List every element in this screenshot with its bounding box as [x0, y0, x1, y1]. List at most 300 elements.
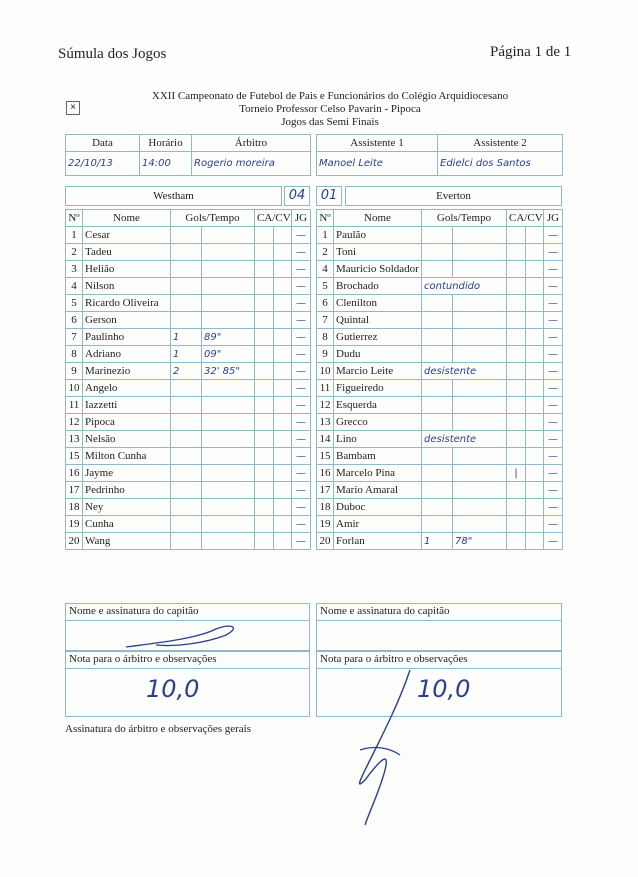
- card-yellow: [255, 227, 274, 244]
- goals-count: [171, 516, 202, 533]
- home-captain-signature-icon: [66, 621, 306, 653]
- assistant1-value: Manoel Leite: [317, 152, 438, 176]
- goals-time: [202, 414, 255, 431]
- player-name: Clenilton: [334, 295, 422, 312]
- goals-time: [453, 448, 507, 465]
- goals-time: [202, 431, 255, 448]
- goals-count: [171, 295, 202, 312]
- card-yellow: [255, 261, 274, 278]
- player-number: 15: [317, 448, 334, 465]
- col-goals: Gols/Tempo: [171, 210, 255, 227]
- card-yellow: [507, 397, 526, 414]
- goals-count: [171, 380, 202, 397]
- played-mark: —: [544, 448, 563, 465]
- card-red: [526, 533, 544, 550]
- card-red: [274, 363, 292, 380]
- card-yellow: [507, 363, 526, 380]
- player-name: Helião: [83, 261, 171, 278]
- goals-count: [422, 516, 453, 533]
- card-yellow: [507, 380, 526, 397]
- goals-time: [202, 295, 255, 312]
- table-row: [317, 431, 563, 448]
- col-number: Nº: [317, 210, 334, 227]
- table-row: [66, 499, 311, 516]
- card-red: [526, 312, 544, 329]
- table-row: [66, 244, 311, 261]
- player-number: 18: [317, 499, 334, 516]
- played-mark: —: [544, 533, 563, 550]
- played-mark: —: [292, 397, 311, 414]
- goals-time: [453, 414, 507, 431]
- card-red: [274, 414, 292, 431]
- played-mark: —: [544, 397, 563, 414]
- card-red: [526, 363, 544, 380]
- card-red: [526, 244, 544, 261]
- goals-time: [202, 380, 255, 397]
- table-row: [317, 448, 563, 465]
- player-number: 6: [317, 295, 334, 312]
- card-red: [274, 397, 292, 414]
- player-number: 10: [66, 380, 83, 397]
- card-yellow: [255, 397, 274, 414]
- card-red: [526, 431, 544, 448]
- table-row: [66, 329, 311, 346]
- assistant2-header: Assistente 2: [438, 135, 563, 152]
- card-yellow: [507, 312, 526, 329]
- played-mark: —: [292, 533, 311, 550]
- table-row: [317, 312, 563, 329]
- col-goals: Gols/Tempo: [422, 210, 507, 227]
- card-yellow: [255, 431, 274, 448]
- card-red: [274, 261, 292, 278]
- card-red: [274, 278, 292, 295]
- player-note: contundido: [422, 278, 507, 295]
- played-mark: —: [292, 482, 311, 499]
- player-name: Tadeu: [83, 244, 171, 261]
- card-red: [526, 295, 544, 312]
- goals-count: [171, 533, 202, 550]
- table-row: [66, 397, 311, 414]
- played-mark: —: [292, 516, 311, 533]
- goals-count: [171, 499, 202, 516]
- card-red: [526, 482, 544, 499]
- player-name: Esquerda: [334, 397, 422, 414]
- table-row: [317, 516, 563, 533]
- player-number: 3: [66, 261, 83, 278]
- table-row: [317, 329, 563, 346]
- card-red: [526, 465, 544, 482]
- player-name: Marcelo Pina: [334, 465, 422, 482]
- card-yellow: [255, 482, 274, 499]
- player-name: Figueiredo: [334, 380, 422, 397]
- card-red: [274, 465, 292, 482]
- goals-time: [202, 261, 255, 278]
- card-yellow: [255, 414, 274, 431]
- goals-count: [171, 312, 202, 329]
- played-mark: —: [544, 227, 563, 244]
- player-name: Pipoca: [83, 414, 171, 431]
- goals-count: [422, 482, 453, 499]
- player-number: 17: [66, 482, 83, 499]
- goals-time: [453, 261, 507, 278]
- card-red: [274, 431, 292, 448]
- home-team-score: 04: [284, 186, 310, 206]
- championship-title: XXII Campeonato de Futebol de Pais e Funcionários do Colégio Arquidiocesano: [151, 90, 509, 102]
- player-number: 4: [317, 261, 334, 278]
- table-row: [66, 516, 311, 533]
- card-yellow: [507, 261, 526, 278]
- player-name: Milton Cunha: [83, 448, 171, 465]
- player-number: 13: [317, 414, 334, 431]
- card-red: [274, 329, 292, 346]
- assistant2-value: Edielci dos Santos: [438, 152, 563, 176]
- player-number: 2: [66, 244, 83, 261]
- table-row: [66, 261, 311, 278]
- played-mark: —: [544, 414, 563, 431]
- goals-time: [453, 329, 507, 346]
- card-yellow: [507, 329, 526, 346]
- home-notes-box: [65, 651, 310, 717]
- player-number: 11: [317, 380, 334, 397]
- away-captain-box: [316, 603, 562, 651]
- card-yellow: [255, 516, 274, 533]
- table-row: [66, 414, 311, 431]
- player-name: Wang: [83, 533, 171, 550]
- player-number: 7: [66, 329, 83, 346]
- player-name: Duboc: [334, 499, 422, 516]
- player-note: desistente: [422, 363, 507, 380]
- card-red: [274, 295, 292, 312]
- card-yellow: [507, 295, 526, 312]
- table-row: [317, 397, 563, 414]
- player-name: Mauricio Soldador: [334, 261, 422, 278]
- card-red: [274, 499, 292, 516]
- tournament-title: Torneio Professor Celso Pavarin - Pipoca: [239, 103, 421, 115]
- table-row: [66, 346, 311, 363]
- card-yellow: [507, 533, 526, 550]
- player-number: 20: [66, 533, 83, 550]
- goals-time: 32' 85": [202, 363, 255, 380]
- played-mark: —: [292, 244, 311, 261]
- player-number: 1: [317, 227, 334, 244]
- away-notes-label: Nota para o árbitro e observações: [317, 652, 561, 669]
- card-red: [274, 346, 292, 363]
- played-mark: —: [292, 261, 311, 278]
- goals-time: [202, 499, 255, 516]
- col-played: JG: [292, 210, 311, 227]
- home-captain-label: Nome e assinatura do capitão: [66, 604, 309, 621]
- goals-time: [453, 312, 507, 329]
- player-number: 13: [66, 431, 83, 448]
- played-mark: —: [292, 227, 311, 244]
- player-number: 16: [317, 465, 334, 482]
- card-yellow: [507, 227, 526, 244]
- player-number: 7: [317, 312, 334, 329]
- goals-time: 78": [453, 533, 507, 550]
- played-mark: —: [292, 414, 311, 431]
- goals-count: 1: [171, 346, 202, 363]
- goals-count: [171, 482, 202, 499]
- player-name: Cesar: [83, 227, 171, 244]
- player-number: 15: [66, 448, 83, 465]
- away-grade: 10,0: [417, 675, 471, 703]
- goals-count: [171, 465, 202, 482]
- player-number: 1: [66, 227, 83, 244]
- played-mark: —: [292, 465, 311, 482]
- card-red: [526, 329, 544, 346]
- card-red: [526, 397, 544, 414]
- card-red: [274, 482, 292, 499]
- player-name: Adriano: [83, 346, 171, 363]
- col-cards: CA/CV: [507, 210, 544, 227]
- table-row: [317, 244, 563, 261]
- player-name: Marinezio: [83, 363, 171, 380]
- goals-count: [171, 244, 202, 261]
- player-name: Dudu: [334, 346, 422, 363]
- table-row: [317, 278, 563, 295]
- goals-count: 1: [171, 329, 202, 346]
- card-yellow: [255, 244, 274, 261]
- goals-time: [453, 499, 507, 516]
- player-name: Grecco: [334, 414, 422, 431]
- goals-time: [202, 448, 255, 465]
- goals-count: [171, 397, 202, 414]
- table-row: [66, 482, 311, 499]
- played-mark: —: [544, 312, 563, 329]
- player-number: 9: [66, 363, 83, 380]
- card-red: [274, 516, 292, 533]
- card-red: [274, 227, 292, 244]
- player-number: 5: [66, 295, 83, 312]
- player-name: Jayme: [83, 465, 171, 482]
- document-title: Súmula dos Jogos: [58, 46, 167, 62]
- table-row: [66, 363, 311, 380]
- goals-count: [422, 448, 453, 465]
- goals-time: [453, 380, 507, 397]
- player-number: 17: [317, 482, 334, 499]
- played-mark: —: [292, 278, 311, 295]
- player-number: 4: [66, 278, 83, 295]
- card-red: [274, 244, 292, 261]
- table-row: [66, 448, 311, 465]
- goals-count: [422, 295, 453, 312]
- played-mark: —: [544, 329, 563, 346]
- player-name: Ricardo Oliveira: [83, 295, 171, 312]
- goals-count: [422, 380, 453, 397]
- player-number: 19: [66, 516, 83, 533]
- table-row: [317, 227, 563, 244]
- table-row: [317, 499, 563, 516]
- card-red: [526, 380, 544, 397]
- goals-count: [422, 312, 453, 329]
- card-yellow: [255, 499, 274, 516]
- card-red: [274, 533, 292, 550]
- player-name: Cunha: [83, 516, 171, 533]
- card-red: [274, 448, 292, 465]
- card-yellow: |: [507, 465, 526, 482]
- player-name: Iazzetti: [83, 397, 171, 414]
- card-red: [526, 448, 544, 465]
- player-number: 8: [317, 329, 334, 346]
- goals-time: [453, 346, 507, 363]
- card-red: [526, 278, 544, 295]
- goals-count: [422, 465, 453, 482]
- date-value: 22/10/13: [66, 152, 140, 176]
- player-name: Bambam: [334, 448, 422, 465]
- card-red: [526, 499, 544, 516]
- played-mark: —: [544, 499, 563, 516]
- away-players-table: [316, 209, 563, 550]
- card-yellow: [255, 465, 274, 482]
- card-red: [526, 516, 544, 533]
- played-mark: —: [544, 465, 563, 482]
- player-number: 9: [317, 346, 334, 363]
- page-number: Página 1 de 1: [490, 44, 572, 60]
- card-yellow: [507, 516, 526, 533]
- goals-time: [453, 516, 507, 533]
- player-number: 12: [66, 414, 83, 431]
- card-yellow: [255, 448, 274, 465]
- goals-time: [202, 244, 255, 261]
- player-number: 6: [66, 312, 83, 329]
- card-yellow: [507, 346, 526, 363]
- table-row: [66, 431, 311, 448]
- goals-count: [422, 244, 453, 261]
- player-number: 8: [66, 346, 83, 363]
- goals-count: 2: [171, 363, 202, 380]
- goals-time: [202, 227, 255, 244]
- assistants-table: [316, 134, 563, 176]
- goals-time: [202, 482, 255, 499]
- goals-time: [202, 278, 255, 295]
- player-name: Nilson: [83, 278, 171, 295]
- card-red: [526, 346, 544, 363]
- player-name: Pedrinho: [83, 482, 171, 499]
- round-title: Jogos das Semi Finais: [281, 116, 379, 128]
- card-yellow: [255, 295, 274, 312]
- goals-count: [422, 499, 453, 516]
- referee-signature-icon: [340, 660, 480, 830]
- played-mark: —: [544, 363, 563, 380]
- player-name: Quintal: [334, 312, 422, 329]
- goals-time: [202, 516, 255, 533]
- card-red: [274, 312, 292, 329]
- table-row: [317, 261, 563, 278]
- goals-count: [171, 278, 202, 295]
- goals-time: [453, 227, 507, 244]
- goals-count: [171, 414, 202, 431]
- card-yellow: [255, 533, 274, 550]
- played-mark: —: [544, 431, 563, 448]
- player-number: 5: [317, 278, 334, 295]
- player-note: desistente: [422, 431, 507, 448]
- away-captain-label: Nome e assinatura do capitão: [317, 604, 561, 621]
- player-name: Nelsão: [83, 431, 171, 448]
- col-number: Nº: [66, 210, 83, 227]
- home-team-name: Westham: [65, 186, 282, 206]
- player-name: Gerson: [83, 312, 171, 329]
- goals-time: [202, 533, 255, 550]
- player-name: Angelo: [83, 380, 171, 397]
- card-red: [526, 414, 544, 431]
- col-played: JG: [544, 210, 563, 227]
- goals-count: [422, 329, 453, 346]
- referee-table: [65, 134, 311, 176]
- player-name: Ney: [83, 499, 171, 516]
- goals-count: [422, 227, 453, 244]
- player-number: 14: [317, 431, 334, 448]
- played-mark: —: [292, 363, 311, 380]
- goals-time: [453, 295, 507, 312]
- goals-time: [202, 312, 255, 329]
- goals-time: [453, 397, 507, 414]
- played-mark: —: [544, 516, 563, 533]
- goals-count: [171, 448, 202, 465]
- card-yellow: [255, 346, 274, 363]
- time-header: Horário: [140, 135, 192, 152]
- player-number: 16: [66, 465, 83, 482]
- player-name: Brochado: [334, 278, 422, 295]
- card-red: [526, 261, 544, 278]
- goals-count: 1: [422, 533, 453, 550]
- goals-time: [202, 397, 255, 414]
- played-mark: —: [292, 380, 311, 397]
- table-row: [317, 414, 563, 431]
- goals-count: [171, 227, 202, 244]
- player-number: 18: [66, 499, 83, 516]
- player-name: Toni: [334, 244, 422, 261]
- goals-count: [422, 397, 453, 414]
- played-mark: —: [544, 346, 563, 363]
- player-number: 10: [317, 363, 334, 380]
- played-mark: —: [292, 329, 311, 346]
- goals-count: [171, 431, 202, 448]
- player-name: Mario Amaral: [334, 482, 422, 499]
- card-yellow: [507, 278, 526, 295]
- goals-time: [453, 244, 507, 261]
- goals-time: 09": [202, 346, 255, 363]
- table-row: [317, 482, 563, 499]
- goals-count: [422, 414, 453, 431]
- home-notes-label: Nota para o árbitro e observações: [66, 652, 309, 669]
- assistant1-header: Assistente 1: [317, 135, 438, 152]
- referee-value: Rogerio moreira: [192, 152, 311, 176]
- away-team-score: 01: [316, 186, 342, 206]
- table-row: [66, 465, 311, 482]
- time-value: 14:00: [140, 152, 192, 176]
- played-mark: —: [544, 482, 563, 499]
- table-row: [66, 295, 311, 312]
- goals-time: [202, 465, 255, 482]
- player-name: Paulão: [334, 227, 422, 244]
- table-row: [317, 380, 563, 397]
- away-team-name: Everton: [345, 186, 562, 206]
- played-mark: —: [544, 295, 563, 312]
- card-yellow: [507, 499, 526, 516]
- played-mark: —: [544, 261, 563, 278]
- player-number: 20: [317, 533, 334, 550]
- player-name: Amir: [334, 516, 422, 533]
- played-mark: —: [292, 499, 311, 516]
- checkbox[interactable]: ×: [66, 101, 80, 115]
- table-row: [66, 227, 311, 244]
- table-row: [66, 380, 311, 397]
- table-row: [317, 295, 563, 312]
- player-name: Lino: [334, 431, 422, 448]
- player-name: Forlan: [334, 533, 422, 550]
- table-row: [317, 465, 563, 482]
- played-mark: —: [292, 295, 311, 312]
